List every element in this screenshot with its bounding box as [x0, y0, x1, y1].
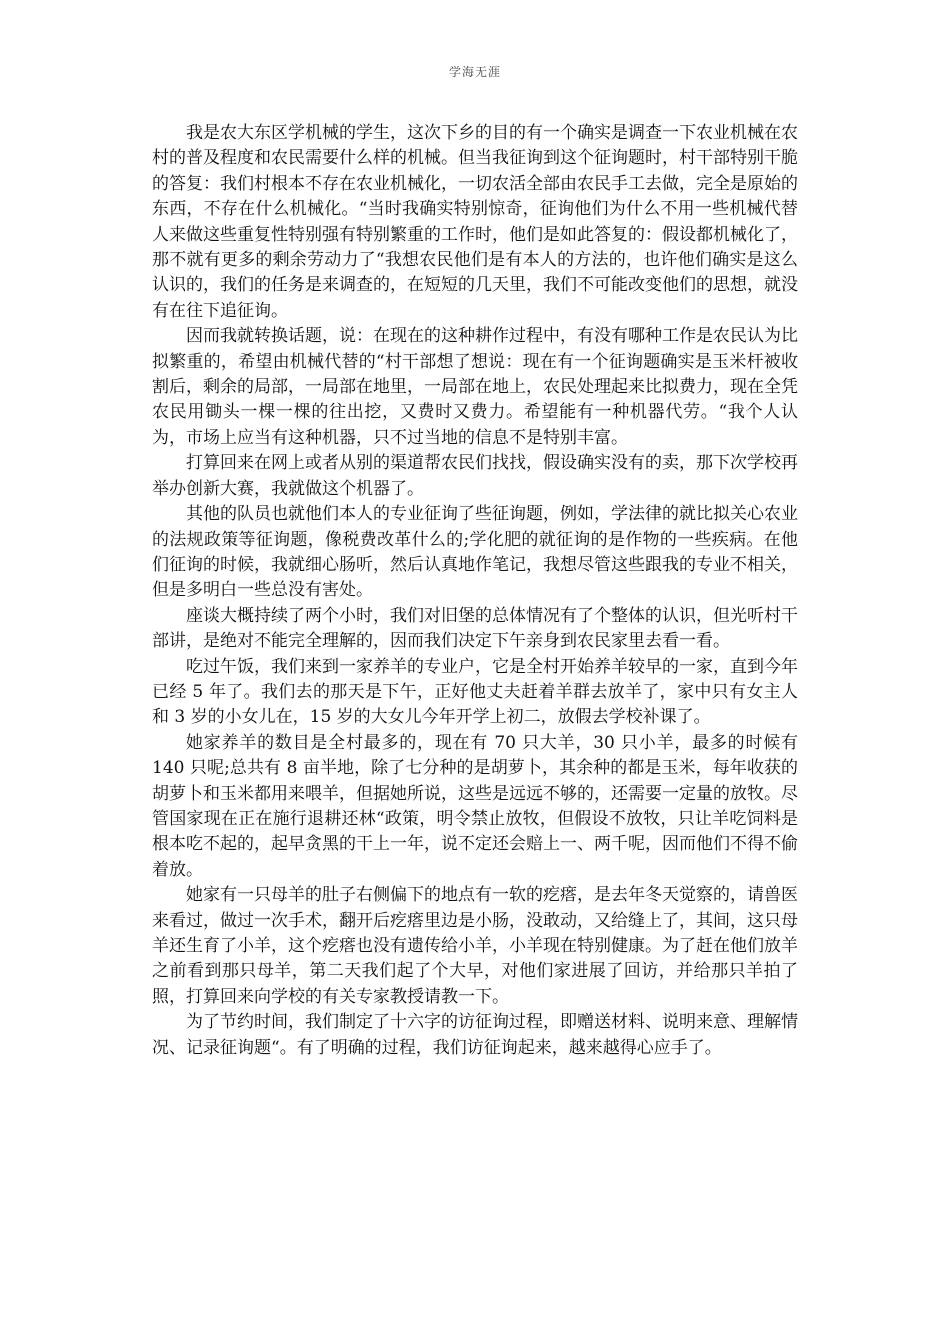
page-header: 学海无涯 [448, 65, 501, 79]
paragraph: 吃过午饭，我们来到一家养羊的专业户，它是全村开始养羊较早的一家，直到今年已经 5 年了。我们去的那天是下午，正好他丈夫赶着羊群去放羊了，家中只有女主人和 3 岁的小女儿在，15 岁的大女儿今年开学上初二，放假去学校补课了。 [152, 656, 798, 728]
paragraph: 其他的队员也就他们本人的专业征询了些征询题，例如，学法律的就比拟关心农业的法规政策等征询题，像税费改革什么的;学化肥的就征询的是作物的一些疾病。在他们征询的时候，我就细心肠听，然后认真地作笔记，我想尽管这些跟我的专业不相关，但是多明白一些总没有害处。 [152, 504, 798, 601]
paragraph: 为了节约时间，我们制定了十六字的访征询过程，即赠送材料、说明来意、理解情况、记录征询题“。有了明确的过程，我们访征询起来，越来越得心应手了。 [152, 1012, 798, 1058]
paragraph: 因而我就转换话题，说：在现在的这种耕作过程中，有没有哪种工作是农民认为比拟繁重的，希望由机械代替的“村干部想了想说：现在有一个征询题确实是玉米杆被收割后，剩余的局部，一局部在地里，一局部在地上，农民处理起来比拟费力，现在全凭农民用锄头一棵一棵的往出挖，又费时又费力。希望能有一种机器代劳。“我个人认为，市场上应当有这种机器，只不过当地的信息不是特别丰富。 [152, 326, 798, 448]
paragraph: 打算回来在网上或者从别的渠道帮农民们找找，假设确实没有的卖，那下次学校再举办创新大赛，我就做这个机器了。 [152, 453, 798, 499]
paragraph: 她家养羊的数目是全村最多的，现在有 70 只大羊，30 只小羊，最多的时候有 140 只呢;总共有 8 亩半地，除了七分种的是胡萝卜，其余种的都是玉米，每年收获的胡萝卜和玉米都用来喂羊，但据她所说，这些是远远不够的，还需要一定量的放牧。尽管国家现在正在施行退耕还林“政策，明令禁止放牧，但假设不放牧，只让羊吃饲料是根本吃不起的，起早贪黑的干上一年，说不定还会赔上一、两千呢，因而他们不得不偷着放。 [152, 732, 798, 880]
paragraph: 她家有一只母羊的肚子右侧偏下的地点有一软的疙瘩，是去年冬天觉察的，请兽医来看过，做过一次手术，翻开后疙瘩里边是小肠，没敢动，又给缝上了，其间，这只母羊还生育了小羊，这个疙瘩也没有遗传给小羊，小羊现在特别健康。为了赶在他们放羊之前看到那只母羊，第二天我们起了个大早，对他们家进展了回访，并给那只羊拍了照，打算回来向学校的有关专家教授请教一下。 [152, 885, 798, 1007]
document-body [152, 121, 798, 1061]
paragraph: 我是农大东区学机械的学生，这次下乡的目的有一个确实是调查一下农业机械在农村的普及程度和农民需要什么样的机械。但当我征询到这个征询题时，村干部特别干脆的答复：我们村根本不存在农业机械化，一切农活全部由农民手工去做，完全是原始的东西，不存在什么机械化。“当时我确实特别惊奇，征询他们为什么不用一些机械代替人来做这些重复性特别强有特别繁重的工作时，他们是如此答复的：假设都机械化了，那不就有更多的剩余劳动力了“我想农民他们是有本人的方法的，也许他们确实是这么认识的，我们的任务是来调查的，在短短的几天里，我们不可能改变他们的思想，就没有在往下追征询。 [152, 123, 798, 321]
paragraph: 座谈大概持续了两个小时，我们对旧堡的总体情况有了个整体的认识，但光听村干部讲，是绝对不能完全理解的，因而我们决定下午亲身到农民家里去看一看。 [152, 605, 798, 652]
